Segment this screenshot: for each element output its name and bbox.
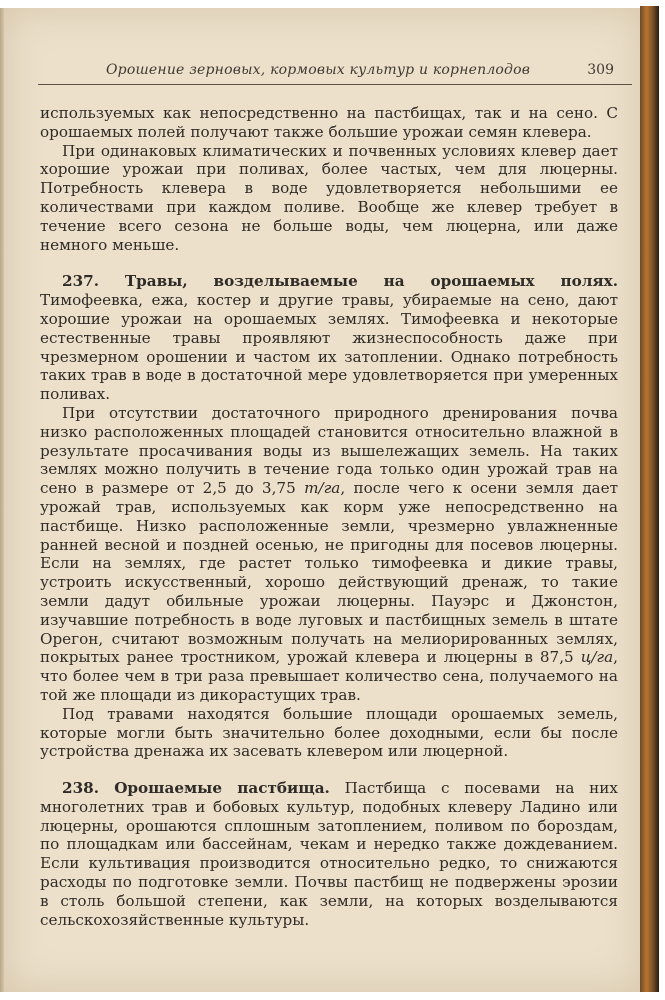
drainage-text-c: , что более чем в три раза превышает количество сена, получаемого на той же площади из дикорастущих трав. [40,648,618,704]
running-head [38,60,632,85]
section-237-text: Тимофеевка, ежа, костер и другие травы, убираемые на сено, дают хорошие урожаи на орошаемых землях. Тимофеевка и некоторые естественные травы проявляют жизнеспособность даже при чрезмерном орошении и частом их затоплении. Однако потребность таких трав в воде в достаточной мере удовлетворяется при умеренных поливах. [40,291,618,404]
running-head-title: Орошение зерновых, кормовых культур и корнеплодов [106,62,531,78]
unit-t-ga: т/га [304,479,341,498]
paragraph-continuation: используемых как непосредственно на пастбищах, так и на сено. С орошаемых полей получают также большие урожаи семян клевера. [40,104,618,141]
section-238-text: Пастбища с посевами на них многолетних трав и бобовых культур, подобных клеверу Ладино или люцерны, орошаются сплошным затоплением, поливом по бороздам, по площадкам или бассейнам, чекам и нередко также дождеванием. Если культивация производится относительно редко, то снижаются расходы по подготовке земли. Почвы пастбищ не подвержены эрозии в столь большой степени, как земли, на которых возделываются сельскохозяйственные культуры. [40,779,618,929]
section-238-heading: 238. Орошаемые пастбища. [62,779,330,798]
drainage-text-b: , после чего к осени земля дает урожай трав, используемых как корм уже непосредственно на пастбище. Низко расположенные земли, чрезмерно увлажненные ранней весной и поздней осенью, не пригодны для посевов люцерны. Если на землях, где растет только тимофеевка и дикие травы, устроить искусственный, хорошо действующий дренаж, то такие земли дадут обильные урожаи люцерны. Пауэрс и Джонстон, изучавшие потребность в воде луговых и пастбищных земель в штате Орегон, считают возможным получать на мелиорированных землях, покрытых ранее тростником, урожай клевера и люцерны в 87,5 [40,479,619,667]
paragraph-grass-areas: Под травами находятся большие площади орошаемых земель, которые могли быть значительно более доходными, если бы после устройства дренажа их засевать клевером или люцерной. [40,704,618,761]
paragraph-clover-watering: При одинаковых климатических и почвенных условиях клевер дает хорошие урожаи при поливах, более частых, чем для люцерны. Потребность клевера в воде удовлетворяется небольшими ее количествами при каждом поливе. Вообще же клевер требует в течение всего сезона не больше воды, чем люцерна, или даже немного меньше. [40,141,618,254]
section-237-intro [40,272,618,404]
section-237-heading: 237. Травы, возделываемые на орошаемых полях. [62,272,618,291]
drainage-text-a: При отсутствии достаточного природного дренирования почва низко расположенных площадей становится относительно влажной в результате просачивания воды из вышележащих земель. На таких землях можно получить в течение года только один урожай трав на сено в размере от 2,5 до 3,75 [40,403,618,498]
body-text [40,104,618,929]
unit-ts-ga: ц/га [580,648,614,667]
section-238-intro [40,779,618,929]
book-binding [640,6,659,992]
paragraph-drainage [40,404,618,705]
page-number: 309 [587,62,614,78]
